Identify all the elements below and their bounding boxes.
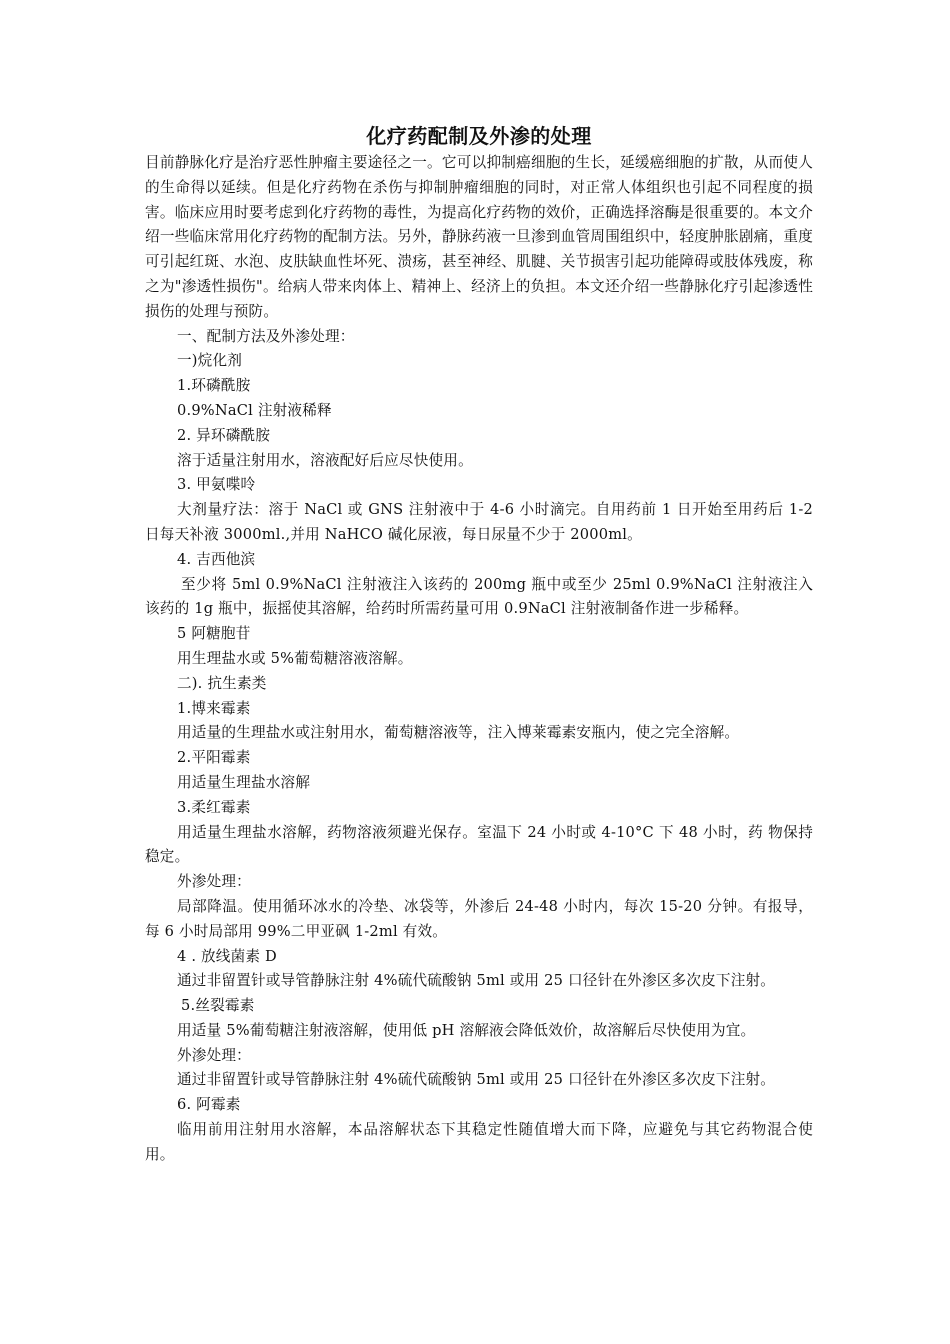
extravasation-heading: 外渗处理： — [177, 873, 251, 891]
drug-instruction: 0.9%NaCl 注射液稀释 — [177, 401, 332, 419]
extravasation-instruction: 通过非留置针或导管静脉注射 4%硫代硫酸钠 5ml 或用 25 口径针在外渗区多次皮下注射。 — [177, 972, 776, 990]
drug-heading: 1.环磷酰胺 — [177, 377, 251, 395]
extravasation-instruction: 局部降温。使用循环冰水的冷垫、冰袋等，外渗后 24-48 小时内，每次 15-20 分钟。有报导，每 6 小时局部用 99%二甲亚砜 1-2ml 有效。 — [145, 897, 813, 940]
drug-instruction: 至少将 5ml 0.9%NaCl 注射液注入该药的 200mg 瓶中或至少 25ml 0.9%NaCl 注射液注入该药的 1g 瓶中，振摇使其溶解，给药时所需药量可用 0.9NaCl 注射液制备作进一步稀释。 — [145, 575, 813, 618]
drug-instruction: 用适量生理盐水溶解，药物溶液须避光保存。室温下 24 小时或 4-10°C 下 48 小时，药 物保持稳定。 — [145, 823, 813, 866]
drug-heading: 4 . 放线菌素 D — [177, 947, 277, 965]
drug-instruction: 用适量 5%葡萄糖注射液溶解，使用低 pH 溶解液会降低效价，故溶解后尽快使用为宜。 — [177, 1021, 756, 1039]
drug-instruction: 临用前用注射用水溶解，本品溶解状态下其稳定性随值增大而下降，应避免与其它药物混合使用。 — [145, 1121, 813, 1163]
extravasation-heading: 外渗处理： — [177, 1046, 251, 1064]
drug-heading: 2. 异环磷酰胺 — [177, 426, 271, 444]
drug-heading: 5 阿糖胞苷 — [177, 625, 251, 643]
document-page — [145, 121, 813, 1168]
drug-instruction: 用生理盐水或 5%葡萄糖溶液溶解。 — [177, 649, 413, 667]
intro-paragraph: 目前静脉化疗是治疗恶性肿瘤主要途径之一。它可以抑制癌细胞的生长，延缓癌细胞的扩散，从而使人的生命得以延续。但是化疗药物在杀伤与抑制肿瘤细胞的同时，对正常人体组织也引起不同程度的损害。临床应用时要考虑到化疗药物的毒性，为提高化疗药物的效价，正确选择溶酶是很重要的。本文介绍一些临床常用化疗药物的配制方法。另外，静脉药液一旦渗到血管周围组织中，轻度肿胀剧痛，重度可引起红斑、水泡、皮肤缺血性坏死、溃疡，甚至神经、肌腱、关节损害引起功能障碍或肢体残废，称之为"渗透性损伤"。给病人带来肉体上、精神上、经济上的负担。本文还介绍一些静脉化疗引起渗透性损伤的处理与预防。 — [145, 154, 813, 320]
drug-heading: 3.柔红霉素 — [177, 798, 251, 816]
extravasation-instruction: 通过非留置针或导管静脉注射 4%硫代硫酸钠 5ml 或用 25 口径针在外渗区多次皮下注射。 — [177, 1071, 776, 1089]
drug-heading: 4. 吉西他滨 — [177, 550, 256, 568]
drug-heading: 2.平阳霉素 — [177, 749, 251, 767]
drug-instruction: 大剂量疗法：溶于 NaCl 或 GNS 注射液中于 4-6 小时滴完。自用药前 1 日开始至用药后 1-2 日每天补液 3000ml.,并用 NaHCO 碱化尿液，每日尿量不少于 2000ml。 — [145, 501, 813, 543]
subsection-heading: 二). 抗生素类 — [177, 674, 267, 692]
drug-instruction: 用适量生理盐水溶解 — [177, 773, 311, 791]
section-heading: 一、配制方法及外渗处理： — [177, 327, 355, 345]
drug-instruction: 溶于适量注射用水，溶液配好后应尽快使用。 — [177, 451, 473, 469]
drug-instruction: 用适量的生理盐水或注射用水，葡萄糖溶液等，注入博莱霉素安瓶内，使之完全溶解。 — [177, 724, 740, 742]
drug-heading: 3. 甲氨喋呤 — [177, 476, 256, 494]
document-title: 化疗药配制及外渗的处理 — [366, 124, 592, 148]
drug-heading: 6. 阿霉素 — [177, 1096, 241, 1114]
subsection-heading: 一)烷化剂 — [177, 352, 243, 370]
drug-heading: 5.丝裂霉素 — [181, 997, 255, 1015]
drug-heading: 1.博来霉素 — [177, 699, 251, 717]
